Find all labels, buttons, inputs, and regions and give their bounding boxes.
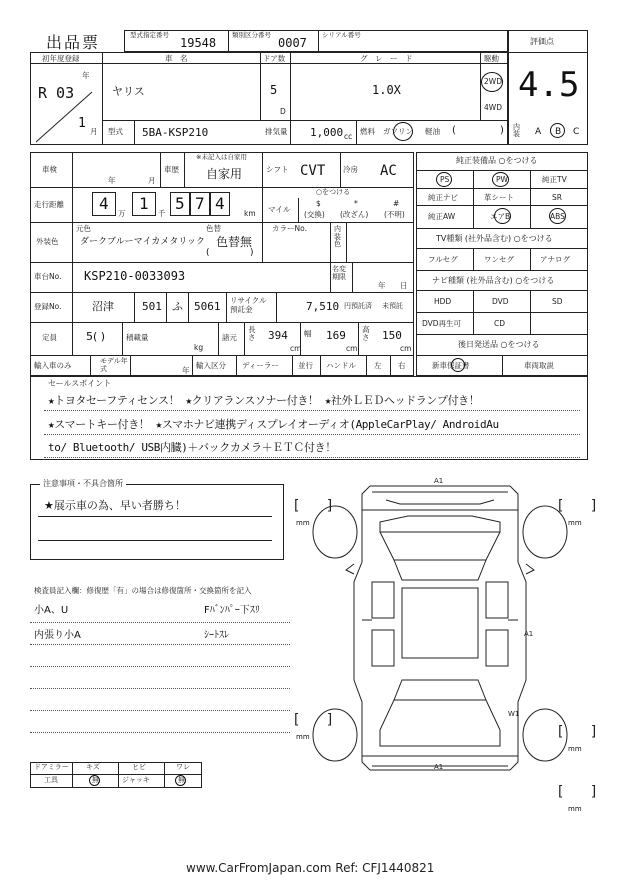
- serial-label: シリアル番号: [322, 31, 361, 39]
- import-label: 輸入車のみ: [34, 361, 72, 370]
- length-label: 長さ: [248, 325, 256, 343]
- name-change-label: 名変期限: [332, 265, 346, 281]
- missing-tools-mark: 無: [92, 776, 99, 784]
- later-manual: 車両取説: [524, 361, 554, 370]
- mileage-exchange-2: (交換): [304, 210, 325, 219]
- navi-sd: SD: [552, 297, 563, 306]
- displacement-value: 1,000: [310, 126, 344, 139]
- mileage-label: 走行距離: [34, 200, 64, 209]
- displacement-label: 排気量: [265, 127, 288, 136]
- footer-watermark: www.CarFromJapan.com Ref: CFJ1440821: [186, 861, 435, 875]
- mileage-tampered-2: (改ざん): [340, 210, 369, 219]
- interior-b: B: [555, 127, 562, 137]
- genuine-header: 純正装備品 ○をつける: [456, 156, 538, 165]
- import-dealer: ディーラー: [242, 361, 279, 370]
- recycle-value: 7,510: [306, 300, 340, 313]
- usage-label: 車歴: [164, 165, 179, 174]
- capacity-label: 定員: [42, 333, 57, 342]
- import-parallel: 並行: [298, 361, 313, 370]
- score-value: 4.5: [518, 65, 580, 105]
- color-label: 外装色: [36, 237, 59, 246]
- model-year-unit: 年: [182, 366, 190, 375]
- reg-class: 501: [142, 300, 162, 313]
- displacement-cc: cc: [344, 132, 353, 141]
- later-warranty: 新車保証書: [432, 361, 470, 370]
- reg-area: 沼津: [92, 300, 114, 313]
- mileage-exchange-1: $: [316, 199, 321, 208]
- equip-ps: PS: [440, 175, 450, 184]
- drive-4wd: 4WD: [484, 103, 502, 112]
- tv-analog: アナログ: [540, 255, 570, 264]
- recycle-unit: 円預託済: [344, 302, 372, 310]
- first-reg-month: 1: [78, 116, 86, 131]
- doors-suffix: D: [280, 107, 286, 116]
- class-code: 0007: [278, 36, 307, 50]
- handle-left: 左: [374, 361, 382, 370]
- mileage-digit-4: 7: [195, 194, 205, 213]
- shift-label: シフト: [266, 165, 289, 174]
- equip-leather: 革シート: [484, 193, 514, 202]
- inspector-row-2-right: ｼｰﾄｽﾚ: [204, 630, 229, 641]
- sales-point-line-3: to/ Bluetooth/ USB内臓)＋バックカメラ＋ＥＴＣ付き！: [48, 441, 336, 454]
- equip-airbag-circle: [494, 208, 511, 224]
- notes-line-1: ★展示車の為、早い者勝ち！: [44, 499, 186, 512]
- recycle-label: リサイクル預託金: [230, 296, 267, 314]
- grade-label: グ レ ー ド: [360, 54, 413, 63]
- chassis-label: 車台No.: [34, 272, 62, 281]
- equip-pw: PW: [496, 175, 508, 184]
- interior-label: 内装: [513, 123, 520, 138]
- sales-points-label: セールスポイント: [48, 379, 112, 388]
- name-change-year: 年: [378, 281, 386, 290]
- model-year-label: モデル年式: [100, 357, 128, 374]
- usage-value: 自家用: [206, 167, 243, 181]
- load-kg: kg: [194, 343, 204, 352]
- first-reg-month-unit: 月: [90, 127, 98, 136]
- inspector-label: 検査員記入欄：修復歴「有」の場合は修復箇所・交換箇所を記入: [34, 586, 252, 595]
- orig-color-value: ダークブルーマイカメタリック: [80, 237, 205, 247]
- orig-color-label: 元色: [76, 224, 91, 233]
- doors-value: 5: [270, 83, 278, 97]
- mileage-digit-1: 4: [99, 194, 109, 213]
- load-label: 積載量: [126, 333, 149, 342]
- navi-dvd-play: DVD再生可: [422, 319, 462, 328]
- inspector-row-2-left: 内張り小A: [34, 630, 81, 641]
- mileage-man: 万: [118, 209, 126, 218]
- model-label: 型式: [108, 127, 123, 136]
- damage-mark-rear: A1: [434, 763, 444, 771]
- wheel-fr-mm: mm: [568, 519, 582, 527]
- notes-box: [30, 484, 284, 560]
- equip-ps-circle: [436, 172, 452, 187]
- width-label: 幅: [304, 329, 312, 338]
- import-class-label: 輸入区分: [196, 361, 226, 370]
- damage-mark-wheel: W1: [508, 710, 520, 718]
- interior-c: C: [573, 127, 580, 137]
- missing-mirror: ドアミラー: [34, 763, 69, 771]
- tv-fullseg: フルセグ: [428, 255, 458, 264]
- navi-dvd: DVD: [492, 297, 509, 306]
- inspector-row-1-right: Fﾊﾞﾝﾊﾟｰ下ｽﾘ: [204, 605, 260, 616]
- doors-label: ドア数: [263, 54, 286, 63]
- car-name-label: 車 名: [165, 54, 188, 63]
- equip-tv: 純正TV: [542, 175, 567, 184]
- model-value: 5BA-KSP210: [142, 126, 209, 139]
- missing-break: ワレ: [176, 763, 190, 771]
- shift-value: CVT: [300, 163, 326, 179]
- reg-label: 登録No.: [34, 302, 62, 311]
- drive-2wd-circle: [481, 72, 503, 92]
- interior-color-label: 内装色: [334, 225, 341, 249]
- mileage-sen: 千: [158, 209, 166, 218]
- type-code: 19548: [180, 36, 217, 50]
- reg-number: 5061: [194, 300, 221, 313]
- wheel-rl-mm: mm: [296, 733, 310, 741]
- drive-2wd: 2WD: [484, 77, 502, 86]
- type-code-label: 型式指定番号: [130, 31, 169, 39]
- color-no-label: カラーNo.: [272, 224, 307, 233]
- color-change-label: 色替: [206, 224, 221, 233]
- equip-pw-circle: [492, 172, 509, 187]
- mileage-digit-5: 4: [215, 194, 225, 213]
- ac-label: 冷房: [343, 165, 358, 174]
- fuel-diesel: 軽油: [425, 127, 440, 136]
- height-value: 150: [382, 329, 402, 342]
- missing-scratch: キズ: [86, 763, 100, 771]
- interior-b-circle: [550, 123, 565, 138]
- score-label: 評価点: [530, 37, 554, 46]
- inspection-month-unit: 月: [148, 176, 156, 185]
- mileage-unknown-1: #: [393, 199, 400, 208]
- tv-oneseg: ワンセグ: [484, 255, 514, 264]
- equip-sr: SR: [552, 193, 562, 202]
- navi-cd: CD: [494, 319, 506, 328]
- class-code-label: 類別区分番号: [232, 31, 271, 39]
- first-reg-year: R 03: [38, 84, 75, 102]
- color-change-value: 色替無: [216, 235, 253, 249]
- dims-label: 諸元: [222, 333, 237, 342]
- handle-label: ハンドル: [326, 361, 356, 370]
- car-name: ヤリス: [112, 85, 145, 98]
- equip-abs-circle: [549, 208, 566, 224]
- missing-jack: ジャッキ: [122, 776, 150, 784]
- height-label: 高さ: [362, 325, 370, 343]
- navi-hdd: HDD: [434, 297, 452, 306]
- grade-value: 1.0X: [372, 83, 401, 97]
- later-header: 後日発送品 ○をつける: [458, 340, 540, 349]
- spare-mm: mm: [568, 805, 582, 813]
- sales-point-line-2: ★スマートキー付き！ ★スマホナビ連携ディスプレイオーディオ(AppleCarPlay/ AndroidAu: [48, 418, 499, 431]
- tv-header: TV種類 (社外品含む) ○をつける: [436, 234, 553, 243]
- inspector-row-1-left: 小A、U: [34, 605, 69, 616]
- inspection-year-unit: 年: [108, 176, 116, 185]
- mileage-unknown-2: (不明): [384, 210, 405, 219]
- missing-tools: 工具: [44, 776, 58, 784]
- inspection-label: 車検: [42, 165, 57, 174]
- car-damage-diagram: [290, 470, 590, 800]
- equip-aw: 純正AW: [428, 212, 456, 221]
- missing-jack-mark: 無: [178, 776, 185, 784]
- equip-abs: ABS: [550, 212, 565, 221]
- damage-mark-front: A1: [434, 477, 444, 485]
- width-cm: cm: [346, 344, 358, 353]
- chassis-value: KSP210-0033093: [84, 269, 186, 283]
- mileage-km: km: [244, 209, 256, 218]
- fuel-gasoline: ガソリン: [383, 127, 413, 136]
- missing-crack: ヒビ: [132, 763, 146, 771]
- length-value: 394: [268, 329, 288, 342]
- navi-header: ナビ種類 (社外品含む) ○をつける: [432, 276, 555, 285]
- mileage-circle-note: ○をつける: [316, 188, 351, 196]
- equip-navi: 純正ナビ: [428, 193, 458, 202]
- sales-point-line-1: ★トヨタセーフティセンス！ ★クリアランスソナー付き！ ★社外ＬＥＤヘッドランプ付き！: [48, 394, 480, 407]
- usage-note: ※未記入は自家用: [196, 153, 247, 161]
- damage-mark-right: A1: [524, 630, 534, 638]
- height-cm: cm: [400, 344, 412, 353]
- reg-kana: ふ: [172, 300, 183, 313]
- wheel-fl-mm: mm: [296, 519, 310, 527]
- capacity-value: 5( ): [86, 330, 106, 343]
- first-reg-year-unit: 年: [82, 71, 90, 80]
- mileage-digit-3: 5: [175, 194, 185, 213]
- length-cm: cm: [290, 344, 302, 353]
- first-reg-label: 初年度登録: [42, 54, 80, 63]
- drive-label: 駆動: [484, 54, 499, 63]
- later-warranty-circle: [451, 358, 465, 372]
- mile-label: マイル: [268, 205, 291, 214]
- name-change-day: 日: [400, 281, 408, 290]
- handle-right: 右: [398, 361, 406, 370]
- recycle-none: 未預託: [382, 302, 403, 310]
- interior-a: A: [535, 127, 542, 137]
- mileage-tampered-1: *: [354, 199, 358, 208]
- fuel-label: 燃料: [360, 127, 375, 136]
- wheel-rr-mm: mm: [568, 745, 582, 753]
- width-value: 169: [326, 329, 346, 342]
- form-title: 出品票: [46, 33, 101, 52]
- mileage-digit-2: 1: [139, 194, 149, 213]
- fuel-gasoline-circle: [393, 122, 413, 141]
- equip-airbag: エアB: [490, 212, 511, 221]
- notes-label: 注意事項・不具合箇所: [40, 480, 126, 488]
- ac-value: AC: [380, 163, 397, 179]
